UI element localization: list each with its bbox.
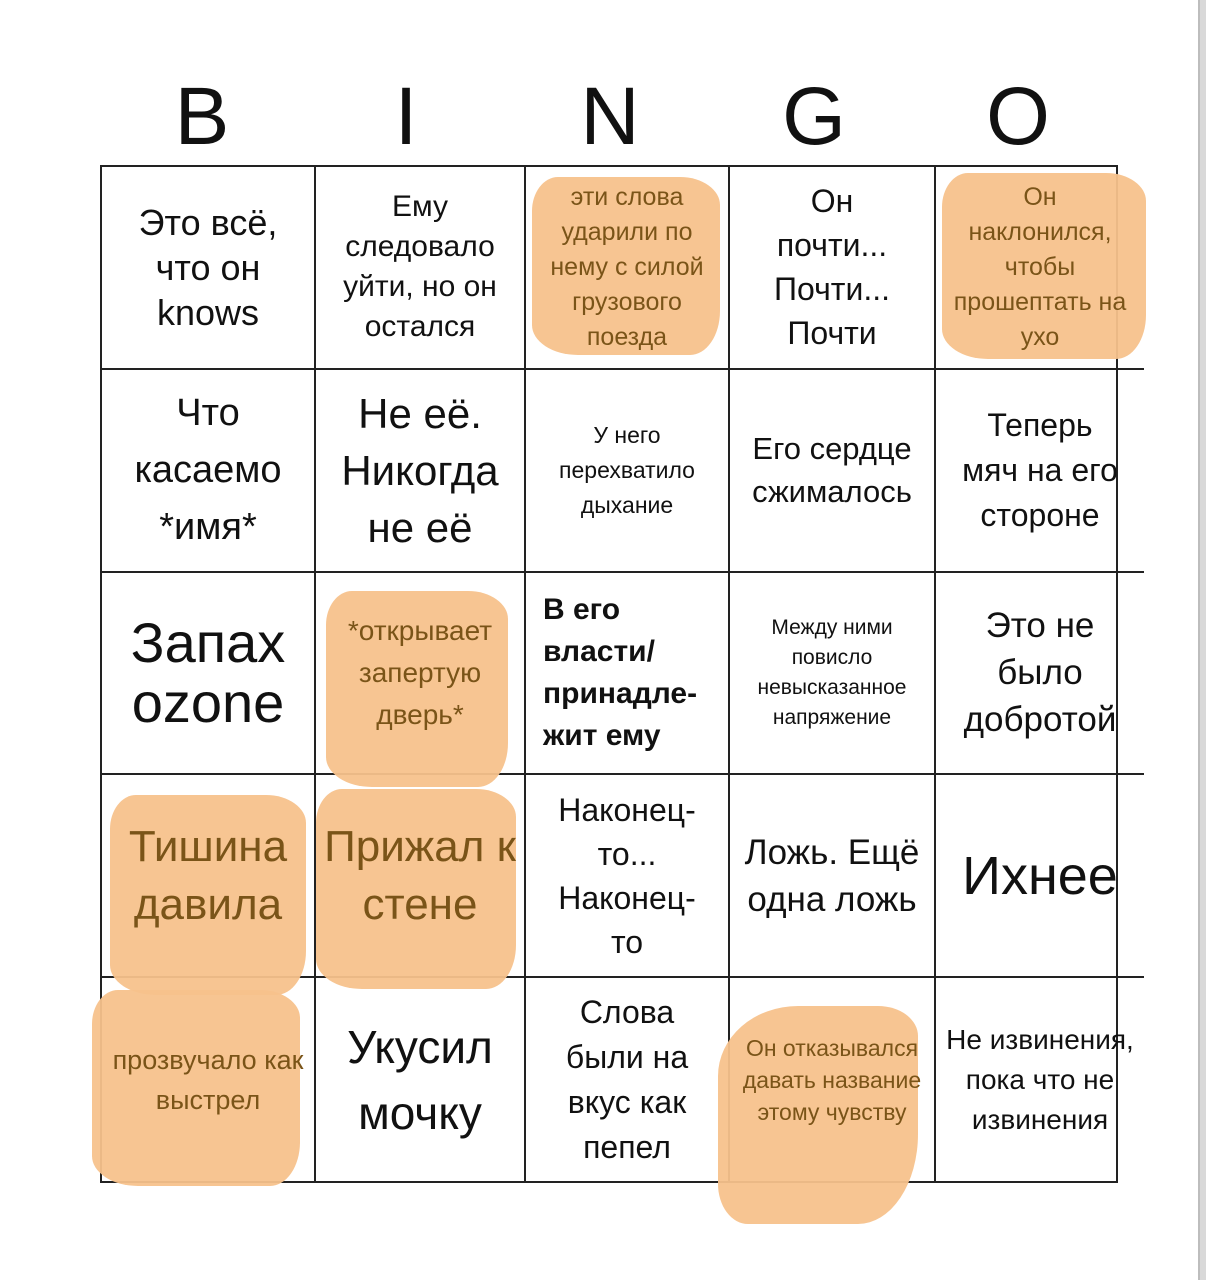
- cell-text: Не её. Никогда не её: [341, 389, 499, 551]
- bingo-cell-r5c2[interactable]: [316, 978, 526, 1181]
- bingo-cell-r2c4[interactable]: [730, 370, 936, 573]
- bingo-cell-r3c3[interactable]: [526, 573, 730, 776]
- bingo-cell-r4c4[interactable]: [730, 775, 936, 978]
- bingo-cell-r3c4[interactable]: [730, 573, 936, 776]
- bingo-cell-r4c3[interactable]: [526, 775, 730, 978]
- bingo-cell-r3c1[interactable]: [102, 573, 316, 776]
- bingo-cell-r5c3[interactable]: [526, 978, 730, 1181]
- bingo-cell-r3c2[interactable]: [316, 573, 526, 776]
- cell-text: Не извинения, пока что не извинения: [946, 1023, 1134, 1135]
- header-letter-b: B: [174, 71, 230, 162]
- cell-text: Он отказывался давать название этому чувству: [742, 1034, 922, 1125]
- cell-text: Ихнее: [962, 845, 1118, 906]
- cell-text: Наконец-то... Наконец-то: [558, 791, 696, 960]
- bingo-cell-r5c1[interactable]: [102, 978, 316, 1181]
- cell-text: Между ними повисло невысказанное напряжение: [757, 615, 907, 729]
- bingo-cell-r5c5[interactable]: [936, 978, 1144, 1181]
- cell-text: Это всё, что он knows: [138, 201, 278, 333]
- cell-text: Ему следовало уйти, но он остался: [343, 190, 497, 344]
- header-letter-n: N: [580, 71, 640, 162]
- cell-text: Он наклонился, чтобы прошептать на ухо: [953, 182, 1127, 351]
- bingo-cell-r2c5[interactable]: [936, 370, 1144, 573]
- cell-text: Его сердце сжималось: [752, 431, 912, 510]
- cell-text: эти слова ударили по нему с силой грузового поезда: [550, 182, 704, 351]
- cell-text: Запах ozone: [130, 610, 286, 734]
- cell-text: Прижал к стене: [324, 821, 516, 929]
- cell-text: Укусил мочку: [347, 1020, 493, 1139]
- cell-text: Тишина давила: [128, 821, 288, 929]
- bingo-cell-r1c2[interactable]: [316, 167, 526, 370]
- bingo-cell-r4c2[interactable]: [316, 775, 526, 978]
- cell-text: Он почти... Почти... Почти: [774, 183, 890, 352]
- cell-text: *открывает запертую дверь*: [347, 614, 493, 730]
- header-letter-o: O: [986, 71, 1050, 162]
- cell-text: Слова были на вкус как пепел: [565, 993, 689, 1165]
- bingo-cell-r2c1[interactable]: [102, 370, 316, 573]
- cell-text: Это не было добротой: [963, 606, 1117, 740]
- page-edge: [1198, 0, 1206, 1280]
- bingo-cell-r4c1[interactable]: [102, 775, 316, 978]
- cell-text: В его власти/ принадле-жит ему: [543, 592, 698, 752]
- cell-text: Что касаемо *имя*: [134, 391, 282, 548]
- bingo-cell-r2c3[interactable]: [526, 370, 730, 573]
- header-letter-i: I: [394, 71, 418, 162]
- bingo-cell-r3c5[interactable]: [936, 573, 1144, 776]
- bingo-cell-r1c5[interactable]: [936, 167, 1144, 370]
- bingo-cell-r1c3[interactable]: [526, 167, 730, 370]
- cell-text: Ложь. Ещё одна ложь: [744, 832, 920, 919]
- header-letter-g: G: [782, 71, 846, 162]
- bingo-cell-r1c4[interactable]: [730, 167, 936, 370]
- bingo-header: [100, 72, 1118, 162]
- cell-text: У него перехватило дыхание: [559, 421, 695, 518]
- bingo-cell-r4c5[interactable]: [936, 775, 1144, 978]
- bingo-cell-r2c2[interactable]: [316, 370, 526, 573]
- cell-text: прозвучало как выстрел: [112, 1044, 304, 1115]
- bingo-cell-r5c4[interactable]: [730, 978, 936, 1181]
- bingo-board: [100, 165, 1134, 1183]
- cell-text: Теперь мяч на его стороне: [962, 406, 1118, 533]
- bingo-cell-r1c1[interactable]: [102, 167, 316, 370]
